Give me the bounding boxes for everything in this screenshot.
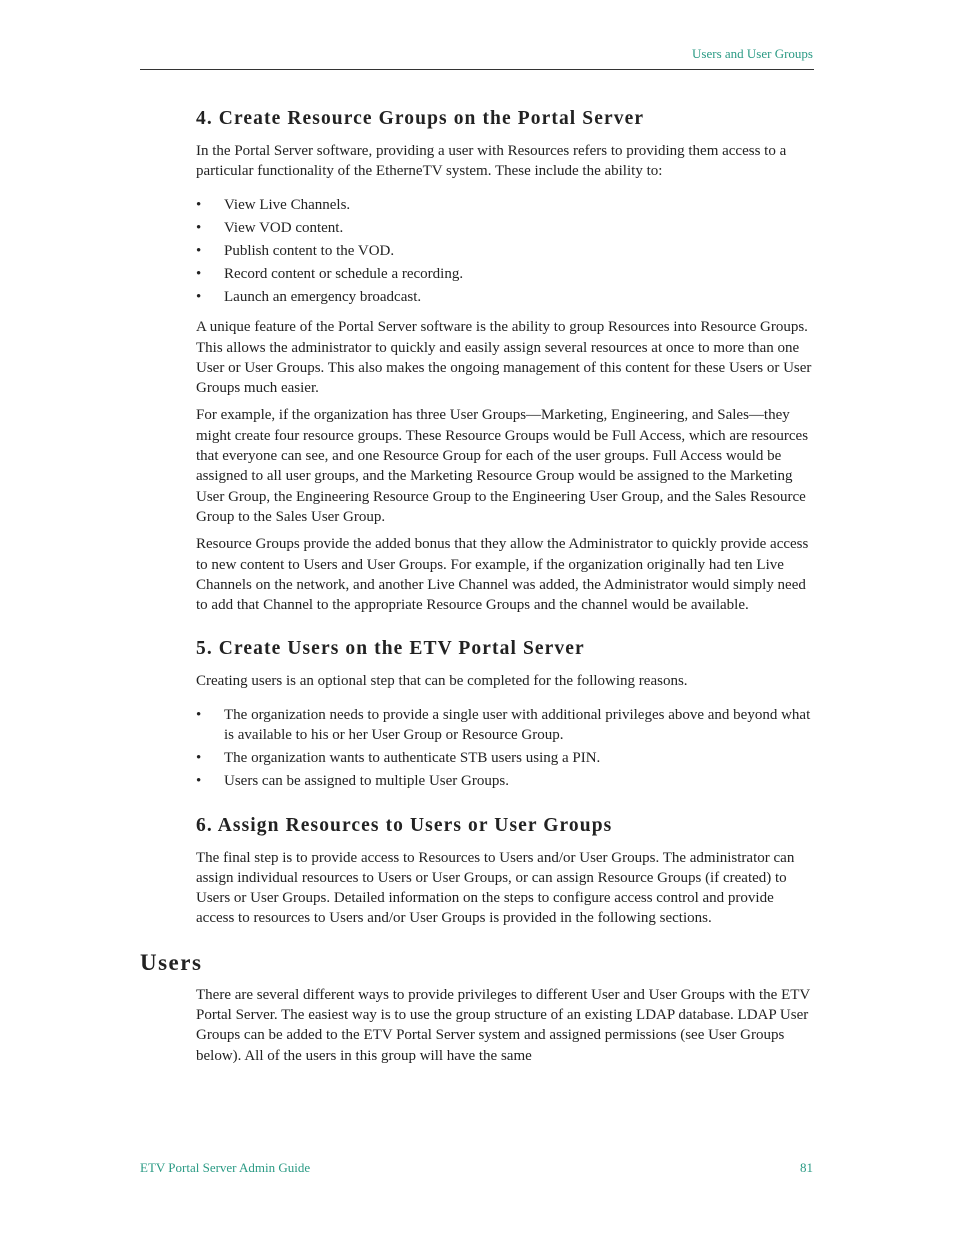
section-5-bullet-list: [196, 705, 814, 792]
bullet-glyph: •: [196, 773, 202, 790]
list-item: • View Live Channels.: [196, 195, 814, 215]
footer-page-number: 81: [800, 1160, 813, 1175]
header-rule: [140, 69, 814, 70]
users-paragraph: There are several different ways to provide privileges to different User and User Groups with the ETV Portal Server. The easiest way is to use the group structure of an existing LDAP database. LDAP User Groups can be added to the ETV Portal Server system and assigned permissions (see User Groups below). All of the users in this group will have the same: [196, 986, 810, 1064]
section-4-paragraph-example: For example, if the organization has three User Groups—Marketing, Engineering, and Sales—they might create four resource groups. These Resource Groups would be Full Access, which are resources that everyone can see, and one Resource Group for each of the user groups. Full Access would be assigned to all user groups, and the Marketing Resource Group would be assigned to the Marketing User Group, the Engineering Resource Group to the Engineering User Group, and the Sales Resource Group to the Sales User Group.: [196, 407, 809, 525]
section-6-paragraph: The final step is to provide access to Resources to Users and/or User Groups. The administrator can assign individual resources to Users or User Groups, or can assign Resource Groups (if created) to Users or User Groups. Detailed information on the steps to configure access control and provide access to resources to Users and/or User Groups is provided in the following sections.: [196, 849, 795, 927]
bullet-glyph: •: [196, 288, 202, 305]
bullet-glyph: •: [196, 219, 202, 236]
list-item: • Record content or schedule a recording.: [196, 264, 814, 284]
list-item: • The organization wants to authenticate STB users using a PIN.: [196, 748, 814, 768]
section-4-intro: In the Portal Server software, providing a user with Resources refers to providing them access to a particular functionality of the EtherneTV system. These include the ability to:: [196, 143, 787, 180]
section-5-heading: 5. Create Users on the ETV Portal Server: [196, 638, 585, 660]
section-4-heading: 4. Create Resource Groups on the Portal Server: [196, 108, 645, 129]
list-item: • The organization needs to provide a single user with additional privileges above and beyond what is available to his or her User Group or Resource Group.: [196, 706, 811, 744]
page-body: [140, 107, 814, 1073]
list-item: • Launch an emergency broadcast.: [196, 287, 814, 307]
section-4-paragraph-bonus: Resource Groups provide the added bonus that they allow the Administrator to quickly provide access to new content to Users and User Groups. For example, if the organization originally had ten Live Channels on the network, and another Live Channel was added, the Administrator would simply need to add that Channel to the appropriate Resource Groups and the channel would be available.: [196, 536, 809, 614]
list-item: • Publish content to the VOD.: [196, 241, 814, 261]
bullet-glyph: •: [196, 196, 202, 213]
bullet-glyph: •: [196, 706, 202, 723]
users-heading: Users: [140, 949, 203, 975]
footer-doc-title: ETV Portal Server Admin Guide: [140, 1160, 311, 1175]
section-6-heading: 6. Assign Resources to Users or User Groups: [196, 814, 613, 836]
section-4-bullet-list: [196, 195, 814, 308]
list-item: • View VOD content.: [196, 218, 814, 238]
running-header: Users and User Groups: [692, 46, 813, 61]
bullet-glyph: •: [196, 242, 202, 259]
section-4-paragraph-resource-groups: A unique feature of the Portal Server software is the ability to group Resources into Resource Groups. This allows the administrator to quickly and easily assign several resources at once to more than one User or User Groups. This also makes the ongoing management of this content for these Users or User Groups much easier.: [196, 319, 812, 397]
list-item: • Users can be assigned to multiple User Groups.: [196, 771, 814, 791]
section-5-intro: Creating users is an optional step that can be completed for the following reasons.: [196, 673, 688, 690]
bullet-glyph: •: [196, 750, 202, 767]
bullet-glyph: •: [196, 265, 202, 282]
